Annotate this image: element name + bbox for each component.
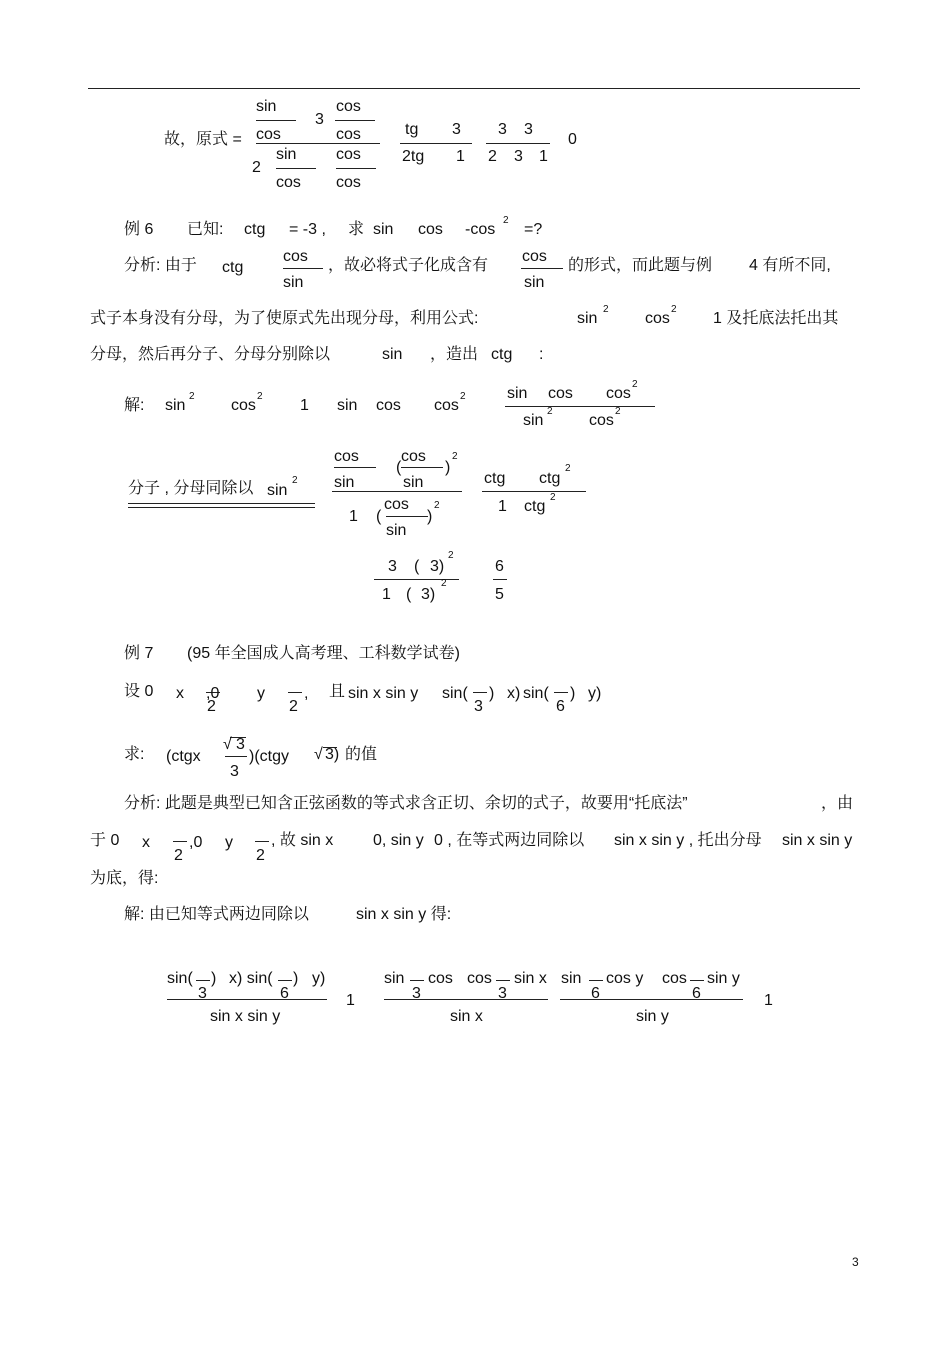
superscript: 2 <box>671 304 677 315</box>
text-fragment: sin <box>523 412 544 429</box>
frac-line <box>283 268 323 269</box>
text-fragment: 3 <box>498 985 507 1002</box>
text-fragment: 已知: <box>187 221 224 238</box>
text-fragment: ctg <box>539 470 561 487</box>
text-fragment: ( <box>406 586 412 603</box>
text-fragment: =? <box>524 221 543 238</box>
text-fragment: 分析: 由于 <box>124 257 197 274</box>
text-fragment: ( <box>376 508 382 525</box>
text-fragment: 1 <box>498 498 507 515</box>
text-fragment: 3) <box>421 586 436 603</box>
text-fragment: (ctgx <box>166 748 201 765</box>
text-fragment: sin <box>337 397 358 414</box>
text-fragment: 3 <box>852 1255 859 1269</box>
text-fragment: -cos <box>465 221 496 238</box>
text-fragment: 分子 , 分母同除以 <box>128 480 254 497</box>
text-fragment: sin <box>386 522 407 539</box>
text-fragment: ctg <box>491 346 513 363</box>
text-fragment: cos <box>334 448 359 465</box>
superscript: 2 <box>448 550 454 561</box>
superscript: 2 <box>257 391 263 402</box>
text-fragment: sin <box>561 970 582 987</box>
text-fragment: sin( <box>167 970 193 987</box>
frac-line <box>482 491 586 492</box>
text-fragment: cos <box>606 385 631 402</box>
frac-line <box>335 120 375 121</box>
text-fragment: sin x sin y , 托出分母 <box>614 832 762 849</box>
superscript: 2 <box>189 391 195 402</box>
frac-line <box>225 756 247 757</box>
text-fragment: cos <box>283 248 308 265</box>
superscript: 2 <box>615 406 621 417</box>
frac-line <box>173 841 187 842</box>
text-fragment: 6 <box>495 558 504 575</box>
frac-line <box>256 143 380 144</box>
frac-line <box>505 406 655 407</box>
frac-line <box>276 168 316 169</box>
text-fragment: 式子本身没有分母，为了使原式先出现分母，利用公式: <box>90 310 479 327</box>
text-fragment: 6 <box>556 698 565 715</box>
text-fragment: ctg <box>222 259 244 276</box>
frac-line <box>278 980 292 981</box>
text-fragment: √ <box>223 736 232 753</box>
text-fragment: sin x sin y <box>210 1008 281 1025</box>
text-fragment: sin x sin y 得: <box>356 906 452 923</box>
frac-line <box>554 692 568 693</box>
text-fragment: = -3 , <box>289 221 326 238</box>
text-fragment: : <box>539 346 544 363</box>
text-fragment: cos <box>336 98 361 115</box>
text-fragment: ，由 <box>821 795 854 812</box>
text-fragment: y <box>225 834 233 851</box>
text-fragment: cos <box>467 970 492 987</box>
superscript: 2 <box>292 475 298 486</box>
text-fragment: cos <box>336 174 361 191</box>
text-fragment: 3 <box>514 148 523 165</box>
equals-double-line <box>128 503 315 504</box>
text-fragment: 6 <box>692 985 701 1002</box>
text-fragment: 1 <box>300 397 309 414</box>
text-fragment: x <box>176 685 184 702</box>
text-fragment: 解: 由已知等式两边同除以 <box>124 906 309 923</box>
text-fragment: 3 <box>236 736 245 753</box>
frac-line <box>334 467 376 468</box>
text-fragment: 3 <box>315 111 324 128</box>
text-fragment: 为底，得: <box>90 870 159 887</box>
equals-double-line <box>128 507 315 508</box>
text-fragment: sin x sin y <box>782 832 853 849</box>
text-fragment: 2 <box>256 847 265 864</box>
text-fragment: sin( <box>442 685 468 702</box>
text-fragment: x <box>142 834 150 851</box>
text-fragment: , 故 sin x <box>271 832 334 849</box>
frac-line <box>255 841 269 842</box>
frac-line <box>167 999 327 1000</box>
text-fragment: cos <box>336 126 361 143</box>
frac-line <box>589 980 603 981</box>
text-fragment: cos <box>384 496 409 513</box>
text-fragment: cos <box>434 397 459 414</box>
text-fragment: cos <box>548 385 573 402</box>
text-fragment: cos <box>336 146 361 163</box>
text-fragment: cos <box>256 126 281 143</box>
text-fragment: 2 <box>207 698 216 715</box>
frac-line <box>384 999 548 1000</box>
text-fragment: 2 <box>488 148 497 165</box>
text-fragment: x) <box>507 685 521 702</box>
text-fragment: sin( <box>523 685 549 702</box>
text-fragment: 0 <box>568 131 577 148</box>
text-fragment: ,0 <box>206 685 220 702</box>
text-fragment: 例 7 <box>124 645 154 662</box>
text-fragment: 1 <box>456 148 465 165</box>
text-fragment: y <box>257 685 265 702</box>
text-fragment: y) <box>588 685 602 702</box>
text-fragment: sin <box>283 274 304 291</box>
top-rule <box>88 88 860 89</box>
text-fragment: cos <box>662 970 687 987</box>
text-fragment: ) <box>211 970 217 987</box>
text-fragment: ( <box>396 459 402 476</box>
text-fragment: ) <box>489 685 495 702</box>
frac-line <box>410 980 424 981</box>
text-fragment: ctg <box>244 221 266 238</box>
text-fragment: sin <box>165 397 186 414</box>
text-fragment: 求 <box>348 221 365 238</box>
superscript: 2 <box>460 391 466 402</box>
text-fragment: ctg <box>524 498 546 515</box>
text-fragment: , <box>304 685 309 702</box>
text-fragment: 求: <box>124 746 145 763</box>
text-fragment: 分母，然后再分子、分母分别除以 <box>90 346 331 363</box>
text-fragment: 3 <box>412 985 421 1002</box>
frac-line <box>336 168 376 169</box>
text-fragment: cos <box>589 412 614 429</box>
text-fragment: cos <box>418 221 443 238</box>
text-fragment: 3 <box>388 558 397 575</box>
superscript: 2 <box>503 215 509 226</box>
superscript: 2 <box>550 492 556 503</box>
text-fragment: 的形式，而此题与例 <box>568 257 713 274</box>
text-fragment: 设 0 <box>124 683 154 700</box>
frac-line <box>473 692 487 693</box>
text-fragment: ) <box>445 459 451 476</box>
text-fragment: ) <box>293 970 299 987</box>
text-fragment: y) <box>312 970 326 987</box>
text-fragment: 于 0 <box>90 832 120 849</box>
text-fragment: 3 <box>198 985 207 1002</box>
text-fragment: ctg <box>484 470 506 487</box>
text-fragment: 0 , 在等式两边同除以 <box>434 832 585 849</box>
frac-line <box>401 467 443 468</box>
text-fragment: cos <box>522 248 547 265</box>
superscript: 2 <box>547 406 553 417</box>
text-fragment: cos <box>231 397 256 414</box>
text-fragment: 2 <box>252 159 261 176</box>
text-fragment: sin <box>507 385 528 402</box>
frac-line <box>486 143 550 144</box>
text-fragment: cos <box>645 310 670 327</box>
superscript: 2 <box>434 500 440 511</box>
frac-line <box>496 980 510 981</box>
text-fragment: ，造出 <box>430 346 479 363</box>
superscript: 2 <box>632 379 638 390</box>
text-fragment: cos <box>376 397 401 414</box>
text-fragment: 3) <box>430 558 445 575</box>
frac-line <box>493 579 507 580</box>
text-fragment: 6 <box>591 985 600 1002</box>
text-fragment: 3 <box>524 121 533 138</box>
text-fragment: x) sin( <box>229 970 273 987</box>
text-fragment: ( <box>414 558 420 575</box>
text-fragment: sin <box>276 146 297 163</box>
text-fragment: sin y <box>636 1008 669 1025</box>
text-fragment: ，故必将式子化成含有 <box>328 257 489 274</box>
text-fragment: cos <box>428 970 453 987</box>
frac-line <box>521 268 563 269</box>
text-fragment: 3) <box>325 746 340 763</box>
text-fragment: sin <box>373 221 394 238</box>
text-fragment: cos y <box>606 970 644 987</box>
frac-line <box>288 692 302 693</box>
text-fragment: 3 <box>452 121 461 138</box>
text-fragment: sin <box>334 474 355 491</box>
frac-line <box>690 980 704 981</box>
text-fragment: 5 <box>495 586 504 603</box>
text-fragment: 1 <box>346 992 355 1009</box>
text-fragment: cos <box>401 448 426 465</box>
superscript: 2 <box>452 451 458 462</box>
text-fragment: 且 <box>329 683 346 700</box>
text-fragment: sin <box>524 274 545 291</box>
text-fragment: 3 <box>230 763 239 780</box>
frac-line <box>196 980 210 981</box>
frac-line <box>400 143 472 144</box>
frac-line <box>332 491 462 492</box>
text-fragment: 的值 <box>345 746 378 763</box>
text-fragment: 2 <box>289 698 298 715</box>
text-fragment: ) <box>427 508 433 525</box>
text-fragment: tg <box>405 121 419 138</box>
text-fragment: 分析: 此题是典型已知含正弦函数的等式求含正切、余切的式子，故要用“托底法” <box>124 795 688 812</box>
text-fragment: ,0 <box>189 834 203 851</box>
text-fragment: 1 <box>539 148 548 165</box>
text-fragment: 3 <box>474 698 483 715</box>
frac-line <box>386 516 428 517</box>
text-fragment: 1 及托底法托出其 <box>713 310 839 327</box>
text-fragment: sin <box>384 970 405 987</box>
text-fragment: sin <box>267 482 288 499</box>
text-fragment: 3 <box>498 121 507 138</box>
superscript: 2 <box>565 463 571 474</box>
text-fragment: 2tg <box>402 148 425 165</box>
frac-line <box>560 999 743 1000</box>
superscript: 2 <box>603 304 609 315</box>
text-fragment: 6 <box>280 985 289 1002</box>
text-fragment: 故，原式 = <box>164 131 242 148</box>
text-fragment: sin <box>577 310 598 327</box>
text-fragment: 4 有所不同, <box>749 257 831 274</box>
text-fragment: sin x <box>450 1008 483 1025</box>
text-fragment: 1 <box>349 508 358 525</box>
text-fragment: sin <box>382 346 403 363</box>
text-fragment: √ <box>314 746 323 763</box>
text-fragment: cos <box>276 174 301 191</box>
text-fragment: 例 6 <box>124 221 154 238</box>
text-fragment: )(ctgy <box>249 748 289 765</box>
text-fragment: (95 年全国成人高考理、工科数学试卷) <box>187 645 460 662</box>
text-fragment: 1 <box>382 586 391 603</box>
text-fragment: sin <box>256 98 277 115</box>
text-fragment: 1 <box>764 992 773 1009</box>
text-fragment: 0, sin y <box>373 832 424 849</box>
text-fragment: sin x sin y <box>348 685 419 702</box>
text-fragment: sin x <box>514 970 547 987</box>
text-fragment: sin <box>403 474 424 491</box>
superscript: 2 <box>441 578 447 589</box>
text-fragment: 2 <box>174 847 183 864</box>
text-fragment: sin y <box>707 970 740 987</box>
text-fragment: ) <box>570 685 576 702</box>
frac-line <box>256 120 296 121</box>
text-fragment: 解: <box>124 397 145 414</box>
